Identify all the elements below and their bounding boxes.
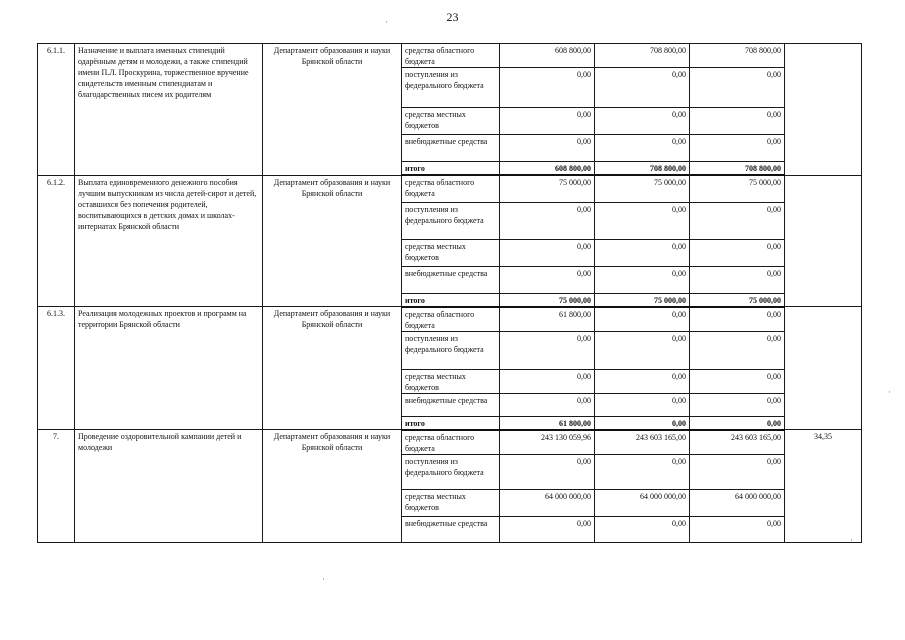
value-year-3: 64 000 000,00 [690,489,785,516]
value-year-2: 0,00 [595,331,690,369]
value-year-3: 0,00 [690,266,785,293]
total-value-year-1: 75 000,00 [500,293,595,307]
total-value-year-3: 708 800,00 [690,162,785,176]
value-year-3: 0,00 [690,202,785,239]
funding-source: средства областного бюджета [402,307,500,332]
executor: Департамент образования и науки Брянской области [263,307,402,430]
value-year-2: 243 603 165,00 [595,430,690,455]
value-year-1: 0,00 [500,135,595,162]
value-year-2: 0,00 [595,239,690,266]
value-year-2: 0,00 [595,393,690,416]
value-year-3: 75 000,00 [690,175,785,202]
total-label: итого [402,293,500,307]
row-number: 6.1.3. [38,307,75,430]
value-year-1: 75 000,00 [500,175,595,202]
value-year-2: 0,00 [595,108,690,135]
row-number: 7. [38,430,75,543]
page-number: 23 [446,10,459,24]
value-year-1: 0,00 [500,331,595,369]
funding-source: средства местных бюджетов [402,369,500,393]
funding-source: внебюджетные средства [402,516,500,542]
value-year-1: 243 130 059,96 [500,430,595,455]
value-year-1: 608 800,00 [500,44,595,68]
value-year-1: 0,00 [500,266,595,293]
value-year-1: 0,00 [500,516,595,542]
value-year-3: 0,00 [690,307,785,332]
funding-source: внебюджетные средства [402,266,500,293]
funding-source: внебюджетные средства [402,135,500,162]
value-year-1: 0,00 [500,393,595,416]
funding-source: средства областного бюджета [402,430,500,455]
value-year-1: 0,00 [500,108,595,135]
row-number: 6.1.2. [38,175,75,307]
table-row [38,175,862,202]
funding-source: поступления из федерального бюджета [402,454,500,489]
total-value-year-2: 0,00 [595,416,690,430]
scan-speck: · [385,17,388,27]
executor: Департамент образования и науки Брянской области [263,44,402,176]
value-year-1: 0,00 [500,369,595,393]
measure-name: Назначение и выплата именных стипендий одарённым детям и молодежи, а также стипендий имени П.Л. Проскурина, торжественное вручение свидетельств именным стипендиатам и благодарственных писем их родителям [75,44,263,176]
value-year-1: 64 000 000,00 [500,489,595,516]
value-year-2: 0,00 [595,516,690,542]
scan-speck: · [322,574,325,584]
value-year-3: 0,00 [690,239,785,266]
value-year-3: 243 603 165,00 [690,430,785,455]
measure-name: Выплата единовременного денежного пособия лучшим выпускникам из числа детей-сирот и детей, оставшихся без попечения родителей, воспитывающихся в детских домах и школах-интернатах Брянской области [75,175,263,307]
value-year-1: 0,00 [500,68,595,108]
funding-source: средства областного бюджета [402,44,500,68]
total-value-year-2: 708 800,00 [595,162,690,176]
value-year-2: 0,00 [595,266,690,293]
value-year-2: 75 000,00 [595,175,690,202]
indicator-value [785,44,862,176]
value-year-1: 0,00 [500,202,595,239]
funding-source: средства местных бюджетов [402,239,500,266]
value-year-1: 0,00 [500,454,595,489]
total-value-year-1: 608 800,00 [500,162,595,176]
table-row [38,430,862,455]
value-year-3: 0,00 [690,331,785,369]
total-value-year-3: 0,00 [690,416,785,430]
value-year-2: 0,00 [595,135,690,162]
funding-source: средства местных бюджетов [402,108,500,135]
indicator-value: 34,35 [785,430,862,543]
value-year-2: 0,00 [595,454,690,489]
total-label: итого [402,162,500,176]
funding-source: средства областного бюджета [402,175,500,202]
value-year-3: 0,00 [690,68,785,108]
total-value-year-3: 75 000,00 [690,293,785,307]
measure-name: Реализация молодежных проектов и программ на территории Брянской области [75,307,263,430]
value-year-3: 708 800,00 [690,44,785,68]
total-label: итого [402,416,500,430]
value-year-1: 61 800,00 [500,307,595,332]
value-year-3: 0,00 [690,135,785,162]
value-year-2: 64 000 000,00 [595,489,690,516]
value-year-3: 0,00 [690,369,785,393]
indicator-value [785,307,862,430]
measure-name: Проведение оздоровительной кампании детей и молодежи [75,430,263,543]
row-number: 6.1.1. [38,44,75,176]
total-value-year-2: 75 000,00 [595,293,690,307]
funding-source: поступления из федерального бюджета [402,331,500,369]
value-year-2: 0,00 [595,202,690,239]
value-year-2: 0,00 [595,369,690,393]
table-row [38,44,862,68]
executor: Департамент образования и науки Брянской области [263,175,402,307]
value-year-3: 0,00 [690,108,785,135]
value-year-1: 0,00 [500,239,595,266]
funding-source: поступления из федерального бюджета [402,202,500,239]
scan-speck: · [888,387,891,397]
funding-source: внебюджетные средства [402,393,500,416]
funding-source: средства местных бюджетов [402,489,500,516]
budget-table-body [38,44,862,543]
value-year-3: 0,00 [690,516,785,542]
value-year-2: 0,00 [595,307,690,332]
scan-speck: · [850,535,853,545]
budget-table [37,43,862,543]
value-year-3: 0,00 [690,454,785,489]
funding-source: поступления из федерального бюджета [402,68,500,108]
value-year-2: 708 800,00 [595,44,690,68]
total-value-year-1: 61 800,00 [500,416,595,430]
executor: Департамент образования и науки Брянской области [263,430,402,543]
indicator-value [785,175,862,307]
table-row [38,307,862,332]
value-year-2: 0,00 [595,68,690,108]
value-year-3: 0,00 [690,393,785,416]
